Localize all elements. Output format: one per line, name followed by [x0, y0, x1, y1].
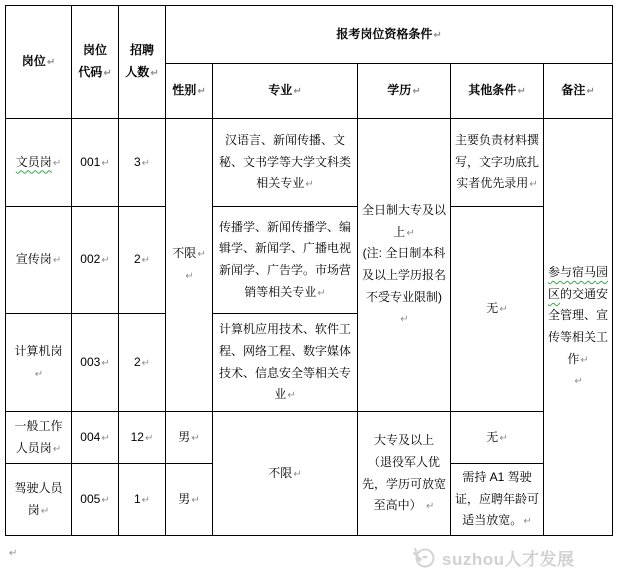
cell-code-1: 001 ↵ [72, 119, 119, 207]
paragraph-mark [574, 376, 582, 387]
paragraph-mark [523, 516, 531, 527]
cell-major-2: 传播学、新闻传播学、编辑学、新闻学、广播电视新闻学、广告学。市场营销等相关专业 ↵ [213, 207, 358, 314]
paragraph-mark [305, 179, 313, 190]
header-row-1 [6, 6, 613, 64]
paragraph-mark [293, 469, 301, 480]
paragraph-mark [142, 255, 150, 266]
table-row [6, 207, 613, 314]
watermark [412, 544, 575, 570]
col-header-qualification: 报考岗位资格条件 ↵ [166, 6, 613, 64]
paragraph-mark [529, 179, 537, 190]
col-header-post: 岗位 ↵ [6, 6, 72, 119]
paragraph-mark [101, 495, 109, 506]
table-row [6, 412, 613, 464]
cell-gender-5: 男 ↵ [166, 464, 213, 536]
paragraph-mark [287, 390, 295, 401]
paragraph-mark [191, 433, 199, 444]
paragraph-mark [145, 433, 153, 444]
cell-count-2: 2 ↵ [119, 207, 166, 314]
cell-code-3: 003 ↵ [72, 314, 119, 412]
paragraph-mark [191, 495, 199, 506]
cell-other-merged-2-3: 无 ↵ [451, 207, 544, 412]
cell-major-3: 计算机应用技术、软件工程、网络工程、数字媒体技术、信息安全等相关专业 ↵ [213, 314, 358, 412]
paragraph-mark [101, 358, 109, 369]
cell-remark-merged: 参与宿马园区的交通安全管理、宣传等相关工作 ↵ ↵ [544, 119, 613, 536]
paragraph-mark [142, 158, 150, 169]
paragraph-mark [53, 158, 61, 169]
cell-other-1: 主要负责材料撰写，文字功底扎实者优先录用 ↵ [451, 119, 544, 207]
paragraph-mark [197, 86, 205, 97]
col-header-other: 其他条件 ↵ [451, 64, 544, 119]
col-header-gender: 性别 ↵ [166, 64, 213, 119]
paragraph-mark [426, 501, 434, 512]
cell-major-1: 汉语言、新闻传播、文秘、文书学等大学文科类相关专业 ↵ [213, 119, 358, 207]
table-row [6, 119, 613, 207]
paragraph-mark [142, 358, 150, 369]
paragraph-mark [293, 86, 301, 97]
paragraph-mark [142, 495, 150, 506]
cell-other-4: 无 ↵ [451, 412, 544, 464]
paragraph-mark [101, 433, 109, 444]
paragraph-mark [499, 433, 507, 444]
paragraph-mark [433, 30, 441, 41]
cell-count-5: 1 ↵ [119, 464, 166, 536]
cell-post-2: 宣传岗 ↵ [6, 207, 72, 314]
cell-gender-4: 男 ↵ [166, 412, 213, 464]
paragraph-mark [47, 57, 55, 68]
cell-post-1: 文员岗 ↵ [6, 119, 72, 207]
cell-post-4: 一般工作 人员岗 ↵ [6, 412, 72, 464]
cell-other-5: 需持 A1 驾驶证，应聘年龄可适当放宽。 ↵ [451, 464, 544, 536]
cell-education-merged-1-3: 全日制大专及以上 ↵ (注: 全日制本科及以上学历报名不受专业限制) ↵ [358, 119, 451, 412]
paragraph-mark [406, 228, 414, 239]
paragraph-mark [103, 68, 111, 79]
paragraph-mark [101, 158, 109, 169]
paragraph-mark [185, 271, 193, 282]
suzhou-talent-logo [412, 545, 436, 569]
cell-code-4: 004 ↵ [72, 412, 119, 464]
paragraph-mark [35, 369, 43, 380]
cell-major-merged-4-5: 不限 ↵ [213, 412, 358, 536]
col-header-code: 岗位 代码 ↵ [72, 6, 119, 119]
paragraph-mark [197, 249, 205, 260]
cell-post-5: 驾驶人员 岗 ↵ [6, 464, 72, 536]
paragraph-mark [101, 255, 109, 266]
cell-code-2: 002 ↵ [72, 207, 119, 314]
paragraph-mark [517, 86, 525, 97]
paragraph-mark [412, 86, 420, 97]
paragraph-mark [317, 288, 325, 299]
cell-gender-merged-1-3: 不限 ↵ ↵ [166, 119, 213, 412]
cell-code-5: 005 ↵ [72, 464, 119, 536]
paragraph-mark [41, 506, 49, 517]
cell-count-3: 2 ↵ [119, 314, 166, 412]
paragraph-mark [9, 548, 17, 559]
col-header-count: 招聘 人数 ↵ [119, 6, 166, 119]
cell-count-1: 3 ↵ [119, 119, 166, 207]
paragraph-mark [53, 255, 61, 266]
watermark-text: suzhou人才发展 [442, 549, 575, 569]
paragraph-mark [580, 355, 588, 366]
paragraph-mark [400, 314, 408, 325]
paragraph-mark [499, 304, 507, 315]
col-header-education: 学历 ↵ [358, 64, 451, 119]
paragraph-mark [586, 86, 594, 97]
paragraph-mark [53, 444, 61, 455]
cell-count-4: 12 ↵ [119, 412, 166, 464]
paragraph-mark [150, 68, 158, 79]
recruitment-table [5, 5, 613, 536]
cell-education-merged-4-5: 大专及以上 （退役军人优先，学历可放宽至高中） ↵ [358, 412, 451, 536]
col-header-major: 专业 ↵ [213, 64, 358, 119]
cell-post-3: 计算机岗 ↵ [6, 314, 72, 412]
col-header-remark: 备注 ↵ [544, 64, 613, 119]
